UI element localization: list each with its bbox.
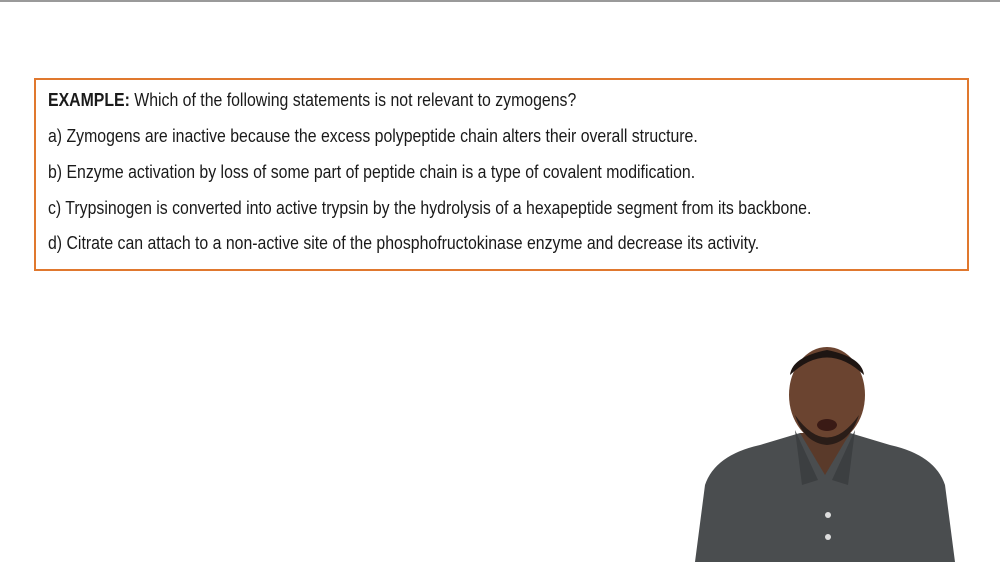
option-c: c) Trypsinogen is converted into active trypsin by the hydrolysis of a hexapeptide segment from its backbone. (48, 198, 812, 218)
question-line (48, 90, 576, 111)
option-d: d) Citrate can attach to a non-active site of the phosphofructokinase enzyme and decrease its activity. (48, 233, 760, 253)
option-b: b) Enzyme activation by loss of some part of peptide chain is a type of covalent modification. (48, 162, 696, 182)
presenter-video (690, 345, 960, 562)
shirt-button (825, 512, 831, 518)
presenter-mouth (817, 419, 837, 431)
top-divider (0, 0, 1000, 2)
example-question-box (34, 78, 969, 271)
option-a: a) Zymogens are inactive because the excess polypeptide chain alters their overall structure. (48, 126, 698, 146)
question-text: Which of the following statements is not relevant to zymogens? (134, 90, 577, 110)
example-label: EXAMPLE: (48, 90, 130, 110)
shirt-button (825, 534, 831, 540)
